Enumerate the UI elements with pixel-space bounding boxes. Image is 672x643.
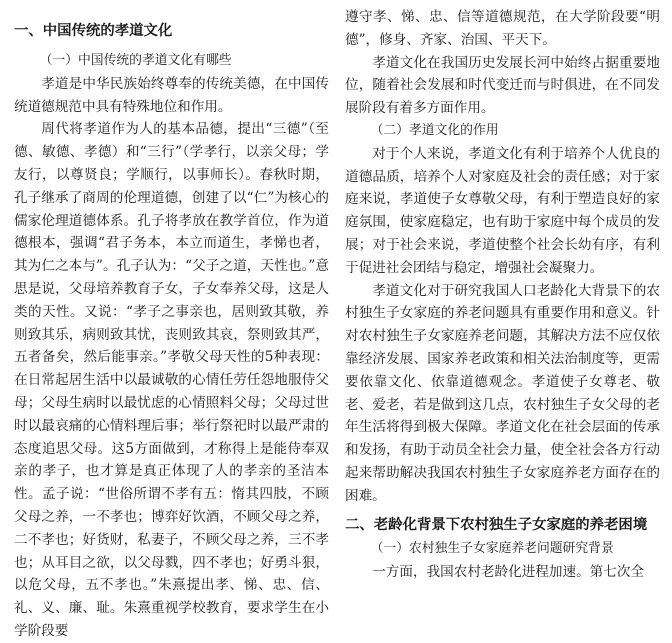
- paragraph-historical-role: 孝道文化在我国历史发展长河中始终占据重要地位，随着社会发展和时代变迁而与时俱进，在不同发展阶段有着多方面作用。: [345, 54, 660, 117]
- subsection-heading-3: （一）农村独生子女家庭养老问题研究背景: [370, 541, 614, 557]
- paragraph-filial-piety-history: 周代将孝道作为人的基本品德，提出“三德”（至德、敏德、孝德）和“三行”（学孝行，以亲父母；学友行，以尊贤良；学顺行，以事师长）。春秋时期，孔子继承了商周的伦理道德，创建了以“仁”为核心的儒家伦理道德体系。孔子将孝放在教学首位，作为道德根本，强调“君子务本，本立而道生，孝悌也者，其为仁之本与”。孔子认为：“父子之道，天性也。”意思是说，父母培养教育子女，子女奉养父母，这是人类的天性。又说：“孝子之事亲也，居则致其敬，养则致其乐，病则致其忧，丧则致其哀，祭则致其严，五者备矣，然后能事亲。”孝敬父母天性的5种表现：在日常起居生活中以最诚敬的心情任劳任怨地服侍父母；父母生病时以最忧虑的心情照料父母；父母过世时以最哀痛的心情料理后事；举行祭祀时以最严肃的态度追思父母。这5方面做到，才称得上是能侍奉双亲的孝子，也才算是真正体现了人的孝亲的圣洁本性。孟子说：“世俗所谓不孝有五：惰其四肢，不顾父母之养，一不孝也；博弈好饮酒，不顾父母之养，二不孝也；好货财，私妻子，不顾父母之养，三不孝也；从耳目之欲，以父母戮，四不孝也；好勇斗狠，以危父母，五不孝也。”朱熹提出孝、悌、忠、信、礼、义、廉、耻。朱熹重视学校教育，要求学生在小学阶段要: [14, 121, 329, 639]
- subsection-heading-1: （一）中国传统的孝道文化有哪些: [39, 53, 232, 68]
- paragraph-filial-piety-intro: 孝道是中华民族始终尊奉的传统美德，在中国传统道德规范中具有特殊地位和作用。: [14, 75, 329, 115]
- section-heading-1: 一、中国传统的孝道文化: [14, 23, 173, 39]
- section-heading-2: 二、老龄化背景下农村独生子女家庭的养老困境: [345, 516, 648, 533]
- paragraph-research-background: 一方面，我国农村老龄化进程加速。第七次全: [372, 564, 645, 581]
- paragraph-significance: 孝道文化对于研究我国人口老龄化大背景下的农村独生子女家庭的养老问题具有重要作用和意义。针对农村独生子女家庭养老问题，其解决方法不应仅依靠经济发展、国家养老政策和相关法治制度等，更需要依靠文化、依靠道德观念。孝道使子女尊老、敬老、爱老，若是做到这几点，农村独生子女父母的老年生活将得到极大保障。孝道文化在社会层面的传承和发扬，有助于动员全社会力量，使全社会各方行动起来帮助解决我国农村独生子女家庭养老方面存在的困难。: [345, 282, 660, 504]
- right-column: [345, 6, 660, 579]
- subsection-heading-2: （二）孝道文化的作用: [370, 122, 499, 138]
- paragraph-continued: 遵守孝、悌、忠、信等道德规范，在大学阶段要“明德”，修身、齐家、治国、平天下。: [345, 9, 660, 48]
- left-column: [14, 6, 329, 639]
- paragraph-functions: 对于个人来说，孝道文化有利于培养个人优良的道德品质，培养个人对家庭及社会的责任感；对于家庭来说，孝道使子女尊敬父母，有利于塑造良好的家庭氛围，使家庭稳定，也有助于家庭中每个成员的发展；对于社会来说，孝道使整个社会长幼有序，有利于促进社会团结与稳定，增强社会凝聚力。: [345, 145, 660, 276]
